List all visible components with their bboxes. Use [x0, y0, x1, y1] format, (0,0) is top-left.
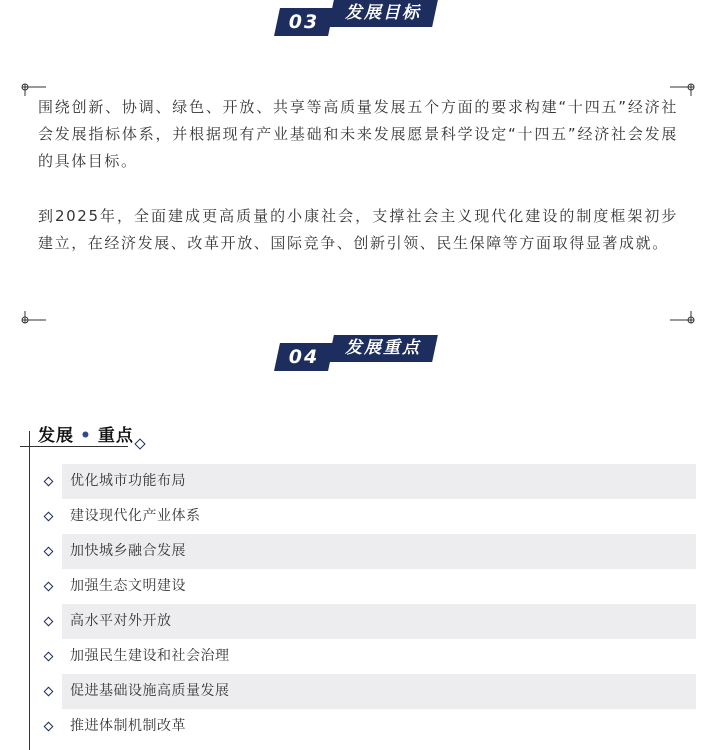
section-number-badge: [274, 343, 334, 371]
focus-heading: [38, 421, 134, 446]
list-item: [38, 569, 696, 604]
diamond-icon: [44, 617, 54, 627]
section-title: 发展重点: [345, 338, 421, 358]
diamond-icon: [44, 687, 54, 697]
diamond-icon: [44, 722, 54, 732]
diamond-icon: [44, 582, 54, 592]
diamond-icon: [44, 652, 54, 662]
section-title-badge: [328, 335, 438, 362]
list-item: [38, 674, 696, 709]
section-number-badge: [274, 8, 334, 36]
list-item-label: 加强民生建设和社会治理: [70, 648, 230, 664]
list-item-label: 加快城乡融合发展: [62, 534, 696, 569]
goals-paragraph-2: 到2025年，全面建成更高质量的小康社会，支撑社会主义现代化建设的制度框架初步建立，在经济发展、改革开放、国际竞争、创新引领、民生保障等方面取得显著成就。: [38, 207, 678, 252]
diamond-icon: [44, 477, 54, 487]
section-number: 03: [288, 11, 320, 33]
goals-paragraph-1: 围绕创新、协调、绿色、开放、共享等高质量发展五个方面的要求构建“十四五”经济社会发展指标体系，并根据现有产业基础和未来发展愿景科学设定“十四五”经济社会发展的具体目标。: [38, 98, 678, 170]
section-04-header: [277, 335, 447, 373]
corner-bracket-bottom-right: [668, 311, 696, 325]
diamond-icon: [44, 512, 54, 522]
focus-list: [38, 464, 696, 744]
list-item: [38, 499, 696, 534]
corner-bracket-bottom-left: [20, 311, 48, 325]
list-item-label: 推进体制机制改革: [70, 718, 186, 734]
section-03-header: [277, 0, 447, 38]
section-number: 04: [288, 346, 320, 368]
list-item: [38, 639, 696, 674]
list-item: [38, 604, 696, 639]
section-title-badge: [328, 0, 438, 27]
section-title: 发展目标: [345, 3, 421, 23]
list-item-label: 建设现代化产业体系: [70, 508, 201, 524]
diamond-icon: [134, 438, 145, 449]
focus-heading-left: 发展: [38, 426, 74, 446]
focus-heading-right: 重点: [97, 426, 134, 446]
list-item-label: 加强生态文明建设: [70, 578, 186, 594]
list-item: [38, 709, 696, 744]
list-item: [38, 464, 696, 499]
list-item: [38, 534, 696, 569]
diamond-icon: [44, 547, 54, 557]
list-item-label: 优化城市功能布局: [62, 464, 696, 499]
focus-heading-dot: •: [80, 426, 92, 446]
list-item-label: 促进基础设施高质量发展: [62, 674, 696, 709]
list-item-label: 高水平对外开放: [62, 604, 696, 639]
decor-vertical-line: [29, 431, 30, 750]
decor-horizontal-line: [20, 446, 128, 447]
